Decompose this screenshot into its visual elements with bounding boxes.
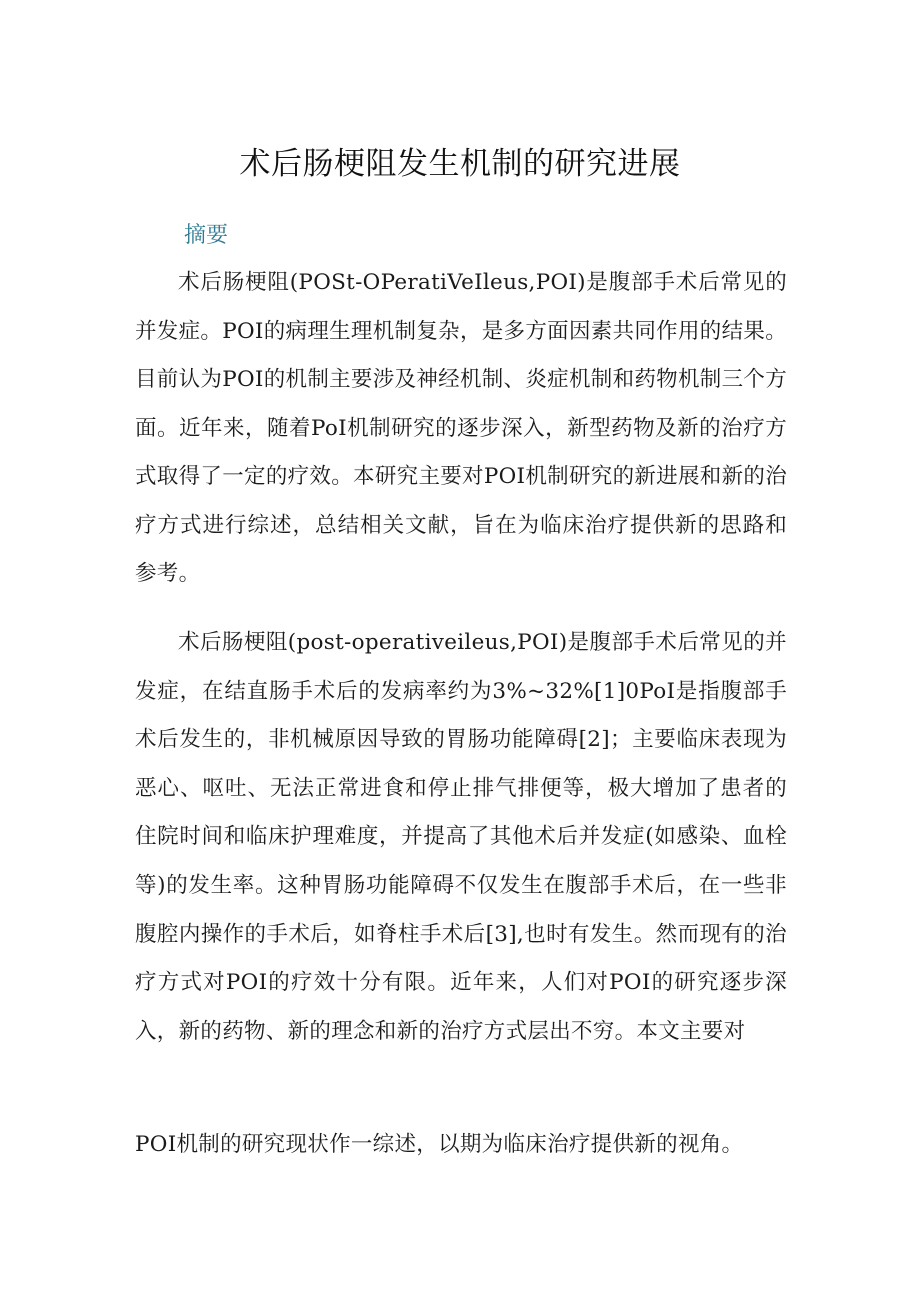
document-title: 术后肠梗阻发生机制的研究进展 — [239, 146, 681, 182]
abstract-paragraph: 术后肠梗阻(POSt-OPeratiVeIleus,POI)是腹部手术后常见的并发症。POI的病理生理机制复杂，是多方面因素共同作用的结果。目前认为POI的机制主要涉及神经机制、炎症机制和药物机制三个方面。近年来，随着PoI机制研究的逐步深入，新型药物及新的治疗方式取得了一定的疗效。本研究主要对POI机制研究的新进展和新的治疗方式进行综述，总结相关文献，旨在为临床治疗提供新的思路和参考。 — [135, 270, 787, 586]
introduction-paragraph: 术后肠梗阻(post-operativeileus,POI)是腹部手术后常见的并发症，在结直肠手术后的发病率约为3%~32%[1]0PoI是指腹部手术后发生的，非机械原因导致的胃肠功能障碍[2]；主要临床表现为恶心、呕吐、无法正常进食和停止排气排便等，极大增加了患者的住院时间和临床护理难度，并提高了其他术后并发症(如感染、血栓等)的发生率。这种胃肠功能障碍不仅发生在腹部手术后，在一些非腹腔内操作的手术后，如脊柱手术后[3],也时有发生。然而现有的治疗方式对POI的疗效十分有限。近年来，人们对POI的研究逐步深入，新的药物、新的理念和新的治疗方式层出不穷。本文主要对 — [135, 630, 788, 1044]
closing-paragraph: POI机制的研究现状作一综述，以期为临床治疗提供新的视角。 — [135, 1132, 744, 1157]
abstract-heading: 摘要 — [184, 223, 229, 248]
